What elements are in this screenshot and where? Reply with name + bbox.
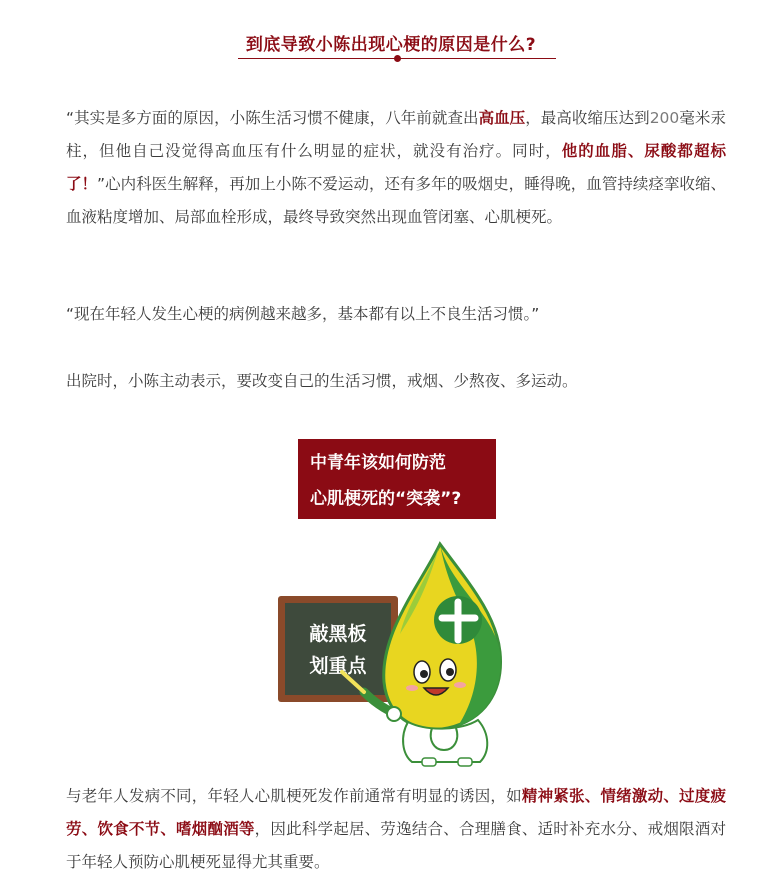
highlight-hypertension: 高血压	[478, 109, 526, 127]
mascot-right-cheek	[454, 682, 466, 688]
mascot-left-pupil	[420, 670, 428, 678]
blackboard-text-line-1: 敲黑板	[309, 623, 367, 645]
pressure-value: 200	[649, 109, 680, 127]
para4-text-1: 与老年人发病不同，年轻人心肌梗死发作前通常有明显的诱因，如	[66, 787, 522, 805]
mascot-hand	[387, 707, 401, 721]
paragraph-discharge: 出院时，小陈主动表示，要改变自己的生活习惯，戒烟、少熬夜、多运动。	[66, 372, 578, 390]
paragraph-prevention-advice	[66, 780, 726, 879]
paragraph-young-cases: “现在年轻人发生心梗的病例越来越多，基本都有以上不良生活习惯。”	[66, 305, 540, 323]
heading-underline-dot	[394, 55, 401, 62]
mascot-left-cheek	[406, 685, 418, 691]
prevention-banner	[298, 439, 496, 519]
blackboard-text-line-2: 划重点	[309, 655, 367, 677]
para1-text-1: “其实是多方面的原因，小陈生活习惯不健康，八年前就查出	[66, 109, 479, 127]
para1-text-3: 毫米汞柱，但他自己没觉得高血压有什么明显的症状，就没有治疗。同时，	[66, 109, 726, 160]
para4-text-2: ，因此科学起居、劳逸结合、合理膳食、适时补充水分、戒烟限酒对于年轻人预防心肌梗死显得尤其重要。	[66, 820, 726, 871]
mascot-right-pupil	[446, 668, 454, 676]
banner-line-2: 心肌梗死的“突袭”?	[310, 489, 462, 509]
paragraph-cause	[66, 102, 726, 234]
mascot-blackboard-illustration	[272, 522, 532, 768]
banner-line-1: 中青年该如何防范	[310, 453, 446, 473]
blackboard-surface	[285, 603, 391, 695]
highlight-triggers: 精神紧张、情绪激动、过度疲劳、饮食不节、嗜烟酗酒等	[66, 787, 726, 838]
section-heading: 到底导致小陈出现心梗的原因是什么?	[245, 35, 537, 55]
highlight-lipids-uric-acid: 他的血脂、尿酸都超标了！	[66, 142, 726, 193]
mascot-left-foot	[422, 758, 436, 766]
mascot-right-foot	[458, 758, 472, 766]
para1-text-4: ”心内科医生解释，再加上小陈不爱运动，还有多年的吸烟史，睡得晚，血管持续痉挛收缩、血液粘度增加、局部血栓形成，最终导致突然出现血管闭塞、心肌梗死。	[66, 175, 726, 226]
para1-text-2: ，最高收缩压达到	[525, 109, 650, 127]
